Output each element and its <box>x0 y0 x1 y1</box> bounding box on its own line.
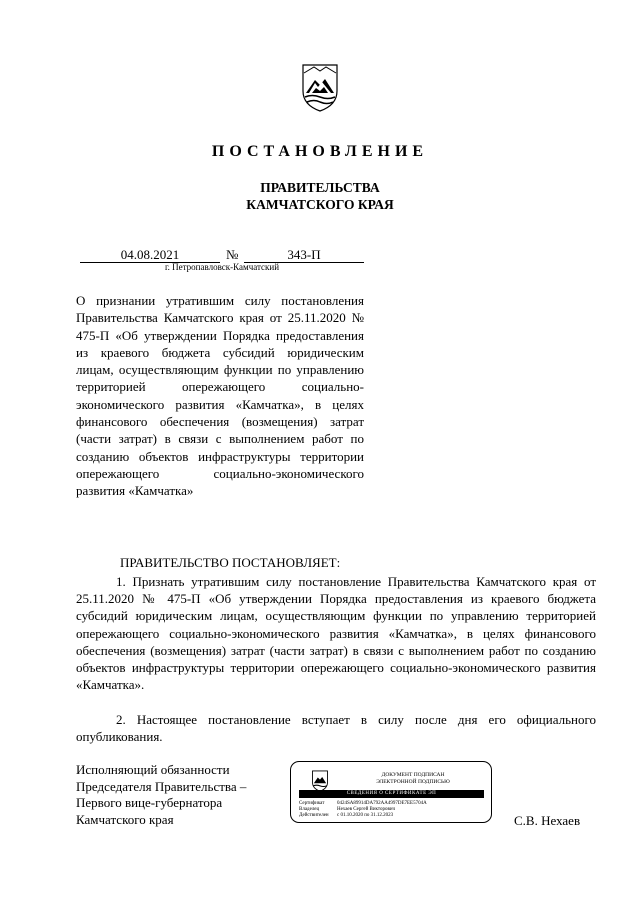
stamp-row-validity <box>299 813 393 819</box>
document-subject: О признании утратившим силу постановления Правительства Камчатского края от 25.11.2020 № 475-П «Об утверждении Порядка предоставления из краевого бюджета субсидий юридическим лицам, осуществляющим функции по управлению территорией опережающего социально-экономического развития «Камчатка», в целях финансового обеспечения (возмещения) затрат (части затрат) в связи с выполнением работ по созданию объектов инфраструктуры территории опережающего социально-экономического развития «Камчатка» <box>76 293 364 499</box>
signer-name: С.В. Нехаев <box>514 813 581 828</box>
stamp-emblem-icon <box>311 770 329 792</box>
stamp-row-value: Нехаев Сергей Викторович <box>337 807 396 812</box>
body-paragraph-1: 1. Признать утратившим силу постановление Правительства Камчатского края от 25.11.2020 № 475-П «Об утверждении Порядка предоставления из краевого бюджета субсидий юридическим лицам, осуществляющим функции по управлению территорией опережающего социально-экономического развития «Камчатка», в целях финансового обеспечения (возмещения) затрат (части затрат) в связи с выполнением работ по созданию объектов инфраструктуры территории опережающего социально-экономического развития «Камчатка». <box>76 574 596 693</box>
stamp-row-label: Действителен <box>299 813 329 818</box>
document-number: 343-П <box>244 247 364 263</box>
signer-title-line: Первого вице-губернатора <box>76 795 223 811</box>
electronic-signature-stamp <box>290 761 492 823</box>
signer-title-line: Камчатского края <box>76 811 174 827</box>
stamp-title-line-2: ЭЛЕКТРОННОЙ ПОДПИСЬЮ <box>376 779 450 785</box>
stamp-row-label: Сертификат <box>299 801 325 806</box>
signer-title-line: Председателя Правительства – <box>76 778 247 794</box>
stamp-row-value: с 01.10.2020 по 31.12.2023 <box>337 813 394 818</box>
resolves-heading: ПРАВИТЕЛЬСТВО ПОСТАНОВЛЯЕТ: <box>120 555 341 570</box>
body-paragraph-2: 2. Настоящее постановление вступает в силу после дня его официального опубликования. <box>76 712 596 745</box>
issuer-line-1: ПРАВИТЕЛЬСТВА <box>260 180 380 195</box>
stamp-certificate-bar: СВЕДЕНИЯ О СЕРТИФИКАТЕ ЭП <box>299 790 484 798</box>
stamp-title-line-1: ДОКУМЕНТ ПОДПИСАН <box>381 772 445 778</box>
issue-city: г. Петропавловск-Камчатский <box>164 262 280 272</box>
document-type-title: ПОСТАНОВЛЕНИЕ <box>211 143 429 160</box>
stamp-row-label: Владелец <box>299 807 320 812</box>
stamp-row-value: 0424SA89914DA792AA4997DE7EE5704A <box>337 801 427 806</box>
coat-of-arms-emblem <box>300 63 340 113</box>
document-date: 04.08.2021 <box>80 247 220 263</box>
signer-title <box>76 762 246 828</box>
signer-title-line: Исполняющий обязанности <box>76 762 230 777</box>
number-sign: № <box>226 247 239 262</box>
issuer-line-2: КАМЧАТСКОГО КРАЯ <box>246 197 394 212</box>
